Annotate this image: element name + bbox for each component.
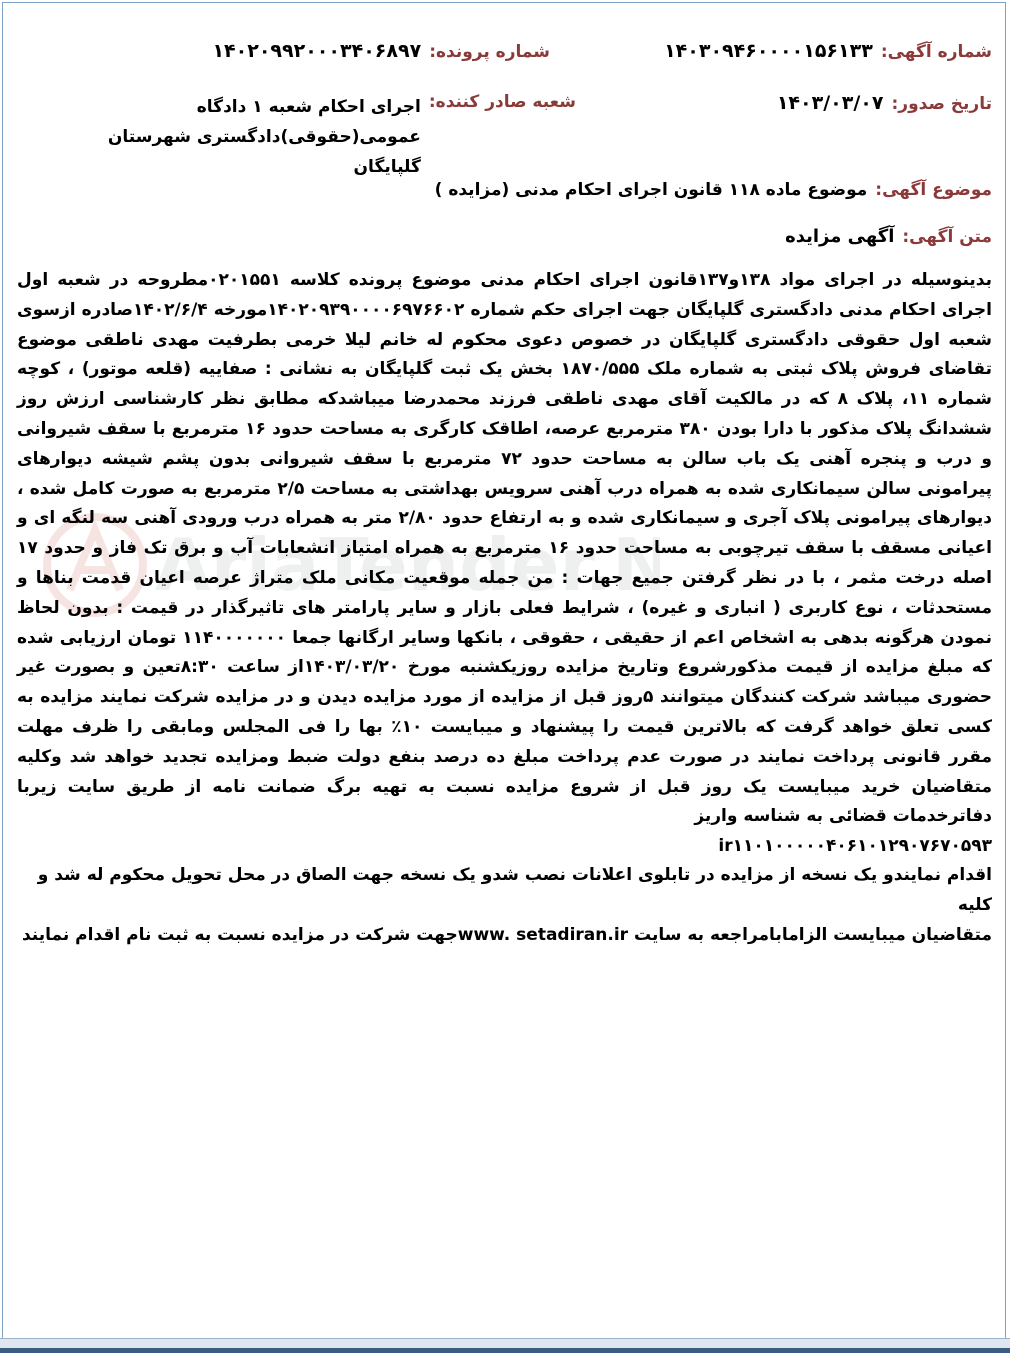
- subject-value: موضوع ماده ۱۱۸ قانون اجرای احکام مدنی (مزایده ): [434, 180, 868, 200]
- subject-label: موضوع آگهی:: [875, 180, 992, 200]
- ad-body-paragraph: بدینوسیله در اجرای مواد ۱۳۸و۱۳۷قانون اجرای احکام مدنی موضوع پرونده کلاسه ۰۲۰۱۵۵۱مطروحه در شعبه اول اجرای احکام مدنی دادگستری گلپایگان جهت اجرای حکم شماره ۱۴۰۲۰۹۳۹۰۰۰۰۶۹۷۶۶۰۲مورخه ۱۴۰۲/۶/۴صادره ازسوی شعبه اول حقوقی دادگستری گلپایگان در خصوص دعوی محکوم له خانم لیلا خرمی بطرفیت مهدی ناطقی موضوع تقاضای فروش پلاک ثبتی به شماره ملک ۱۸۷۰/۵۵۵ بخش یک ثبت گلپایگان به نشانی : صفاییه (قلعه موتور) ، کوچه شماره ۱۱، پلاک ۸ که در مالکیت آقای مهدی ناطقی فرزند محمدرضا میباشدکه مطابق نظر کارشناسی ارزش روز ششدانگ پلاک مذکور با دارا بودن ۳۸۰ مترمربع عرصه، اطاقک کارگری به مساحت حدود ۱۶ مترمربع با سقف شیروانی و درب و پنجره آهنی یک باب سالن به مساحت حدود ۷۲ مترمربع با سقف شیروانی بدون پشم شیشه دیوارهای پیرامونی سالن سیمانکاری شده به همراه درب آهنی سرویس بهداشتی به مساحت ۲/۵ مترمربع به صورت کامل شده ، دیوارهای پیرامونی پلاک آجری و سیمانکاری شده و به ارتفاع حدود ۲/۸۰ متر به همراه درب ورودی آهنی سه لنگه ای و اعیانی مسقف با سقف تیرچوبی به مساحت حدود ۱۶ مترمربع به همراه امتیاز انشعابات آب و برق تک فاز و حدود ۱۷ اصله درخت مثمر ، با در نظر گرفتن جمیع جهات : من جمله موقعیت مکانی ملک متراژ عرصه اعیان قدمت بناها و مستحدثات ، نوع کاربری ( انباری و غیره) ، شرایط فعلی بازار و سایر پارامتر های تاثیرگذار در قیمت : بدون لحاظ نمودن هرگونه بدهی به اشخاص اعم از حقیقی ، حقوقی ، بانکها وسایر ارگانها جمعا ۱۱۴۰۰۰۰۰۰۰ تومان ارزیابی شده که مبلغ مزایده از قیمت مذکورشروع وتاریخ مزایده روزیکشنبه مورخ ۱۴۰۳/۰۳/۲۰از ساعت ۸:۳۰تعین و بصورت غیر حضوری میباشد شرکت کنندگان میتوانند ۵روز قبل از مزایده از مورد مزایده دیدن و در مزایده شرکت نمایند مزایده به کسی تعلق خواهد گرفت که بالاترین قیمت را پیشنهاد و میبایست ۱۰٪ بها را فی المجلس ومابقی را ظرف مهلت مقرر قانونی پرداخت نمایند در صورت عدم پرداخت مبلغ ده درصد بنفع دولت ضبط ومزایده تجدید خواهد شد وکلیه متقاضیان خرید میبایست یک روز قبل از شروع مزایده نسبت به تهیه برگ ضمانت نامه از طریق سایت زیربا دفاترخدمات قضائی به شناسه واریز: [17, 270, 993, 827]
- issue-date: [777, 92, 992, 114]
- case-number: [212, 40, 550, 62]
- footer-line-2: متقاضیان میبایست الزامابامراجعه به سایت www. setadiran.irجهت شرکت در مزایده نسبت به ثبت نام اقدام نمایند: [21, 925, 992, 945]
- ad-text-label: متن آگهی:: [902, 227, 992, 247]
- ad-subject: [435, 180, 992, 200]
- issue-date-label: تاریخ صدور:: [891, 94, 992, 114]
- ad-text-title: آگهی مزایده: [785, 226, 895, 247]
- ad-body: [17, 266, 992, 862]
- ad-text-heading: [785, 226, 992, 247]
- issuer-value: اجرای احکام شعبه ۱ دادگاه عمومی(حقوقی)دادگستری شهرستان گلپایگان: [107, 97, 421, 177]
- watermark-text: AriaTender.N: [155, 523, 660, 607]
- issuer-label: شعبه صادر کننده:: [428, 92, 576, 112]
- issuer: [61, 92, 576, 182]
- ad-footer: [17, 860, 992, 950]
- bottom-bar: [0, 1338, 1010, 1353]
- footer-line-1: اقدام نمایندو یک نسخه از مزایده در تابلوی اعلانات نصب شدو یک نسخه جهت الصاق در محل تحویل محکوم له شد و کلیه: [37, 865, 992, 915]
- ad-number-value: ۱۴۰۳۰۹۴۶۰۰۰۰۱۵۶۱۳۳: [664, 40, 873, 62]
- ad-number: [664, 40, 992, 62]
- iban-value: ir۱۱۰۱۰۰۰۰۰۴۰۶۱۰۱۲۹۰۷۶۷۰۵۹۳: [718, 836, 992, 857]
- issue-date-value: ۱۴۰۳/۰۳/۰۷: [776, 92, 884, 114]
- case-number-label: شماره پرونده:: [429, 42, 550, 62]
- case-number-value: ۱۴۰۲۰۹۹۲۰۰۰۳۴۰۶۸۹۷: [212, 40, 422, 62]
- ad-number-label: شماره آگهی:: [880, 42, 992, 62]
